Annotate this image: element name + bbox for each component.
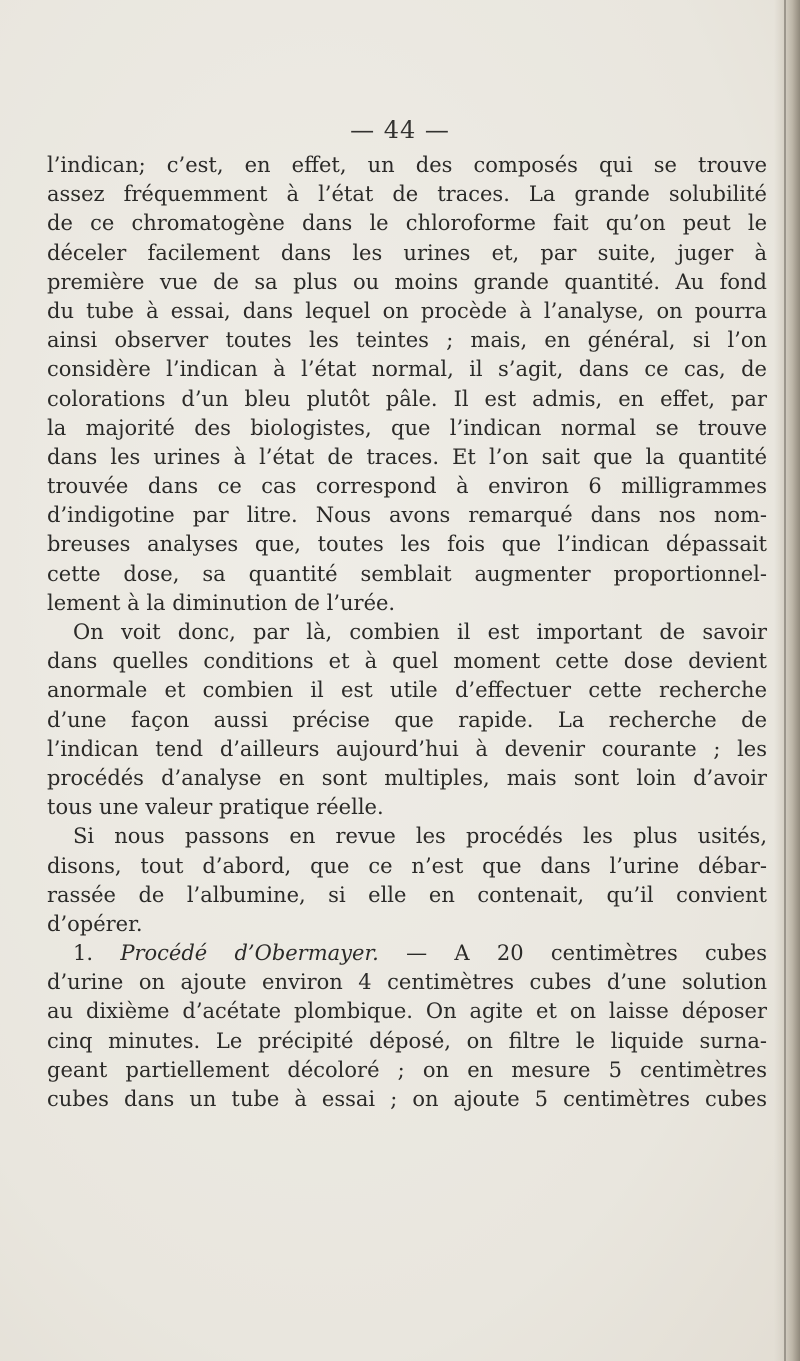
text-line: procédés d’analyse en sont multiples, mais sont loin d’avoir — [47, 765, 767, 790]
text-line: considère l’indican à l’état normal, il s’agit, dans ce cas, de — [47, 357, 767, 382]
text-line: d’une façon aussi précise que rapide. La recherche de — [47, 707, 767, 732]
text-line: assez fréquemment à l’état de traces. La grande solubilité — [47, 182, 767, 207]
page-binding-shadow — [774, 0, 800, 1361]
page-number: — 44 — — [350, 116, 450, 144]
text-line: déceler facilement dans les urines et, par suite, juger à — [47, 240, 767, 265]
page-binding-line — [784, 0, 786, 1361]
text-line: première vue de sa plus ou moins grande quantité. Au fond — [47, 269, 767, 294]
procedure-heading-line — [47, 939, 767, 968]
text-line: anormale et combien il est utile d’effectuer cette recherche — [47, 678, 767, 703]
text-line: de ce chromatogène dans le chloroforme fait qu’on peut le — [47, 211, 767, 236]
text-line: d’urine on ajoute environ 4 centimètres cubes d’une solution — [47, 970, 767, 995]
text-line: cinq minutes. Le précipité déposé, on filtre le liquide surna- — [47, 1028, 767, 1053]
text-line: la majorité des biologistes, que l’indican normal se trouve — [47, 415, 767, 440]
text-line: du tube à essai, dans lequel on procède à l’analyse, on pourra — [47, 298, 767, 323]
text-line: — A 20 centimètres cubes — [406, 941, 767, 966]
text-line: dans les urines à l’état de traces. Et l’on sait que la quantité — [47, 444, 767, 469]
text-line: rassée de l’albumine, si elle en contenait, qu’il convient — [47, 882, 767, 907]
text-line: l’indican; c’est, en effet, un des composés qui se trouve — [47, 153, 767, 177]
body-text — [47, 151, 767, 1114]
text-line: disons, tout d’abord, que ce n’est que dans l’urine débar- — [47, 853, 767, 878]
procedure-number: 1. — [73, 941, 94, 966]
text-line: d’opérer. — [47, 911, 143, 936]
text-line: breuses analyses que, toutes les fois que l’indican dépassait — [47, 532, 767, 557]
text-line: colorations d’un bleu plutôt pâle. Il est admis, en effet, par — [47, 386, 767, 411]
text-line: trouvée dans ce cas correspond à environ 6 milligrammes — [47, 474, 767, 499]
text-line: cette dose, sa quantité semblait augmenter proportionnel- — [47, 561, 767, 586]
procedure-title: Procédé d’Obermayer. — [120, 941, 379, 966]
text-line: cubes dans un tube à essai ; on ajoute 5 centimètres cubes — [47, 1087, 767, 1111]
text-line: dans quelles conditions et à quel moment cette dose devient — [47, 649, 767, 674]
text-line: Si nous passons en revue les procédés les plus usités, — [73, 824, 767, 849]
text-line: d’indigotine par litre. Nous avons remarqué dans nos nom- — [47, 503, 767, 528]
text-line: tous une valeur pratique réelle. — [47, 795, 384, 820]
text-line: l’indican tend d’ailleurs aujourd’hui à devenir courante ; les — [47, 736, 767, 761]
text-line: au dixième d’acétate plombique. On agite et on laisse déposer — [47, 999, 767, 1024]
text-line: On voit donc, par là, combien il est important de savoir — [73, 620, 767, 644]
text-line: lement à la diminution de l’urée. — [47, 590, 396, 615]
text-line: ainsi observer toutes les teintes ; mais, en général, si l’on — [47, 328, 767, 353]
text-line: geant partiellement décoloré ; on en mesure 5 centimètres — [47, 1057, 767, 1082]
